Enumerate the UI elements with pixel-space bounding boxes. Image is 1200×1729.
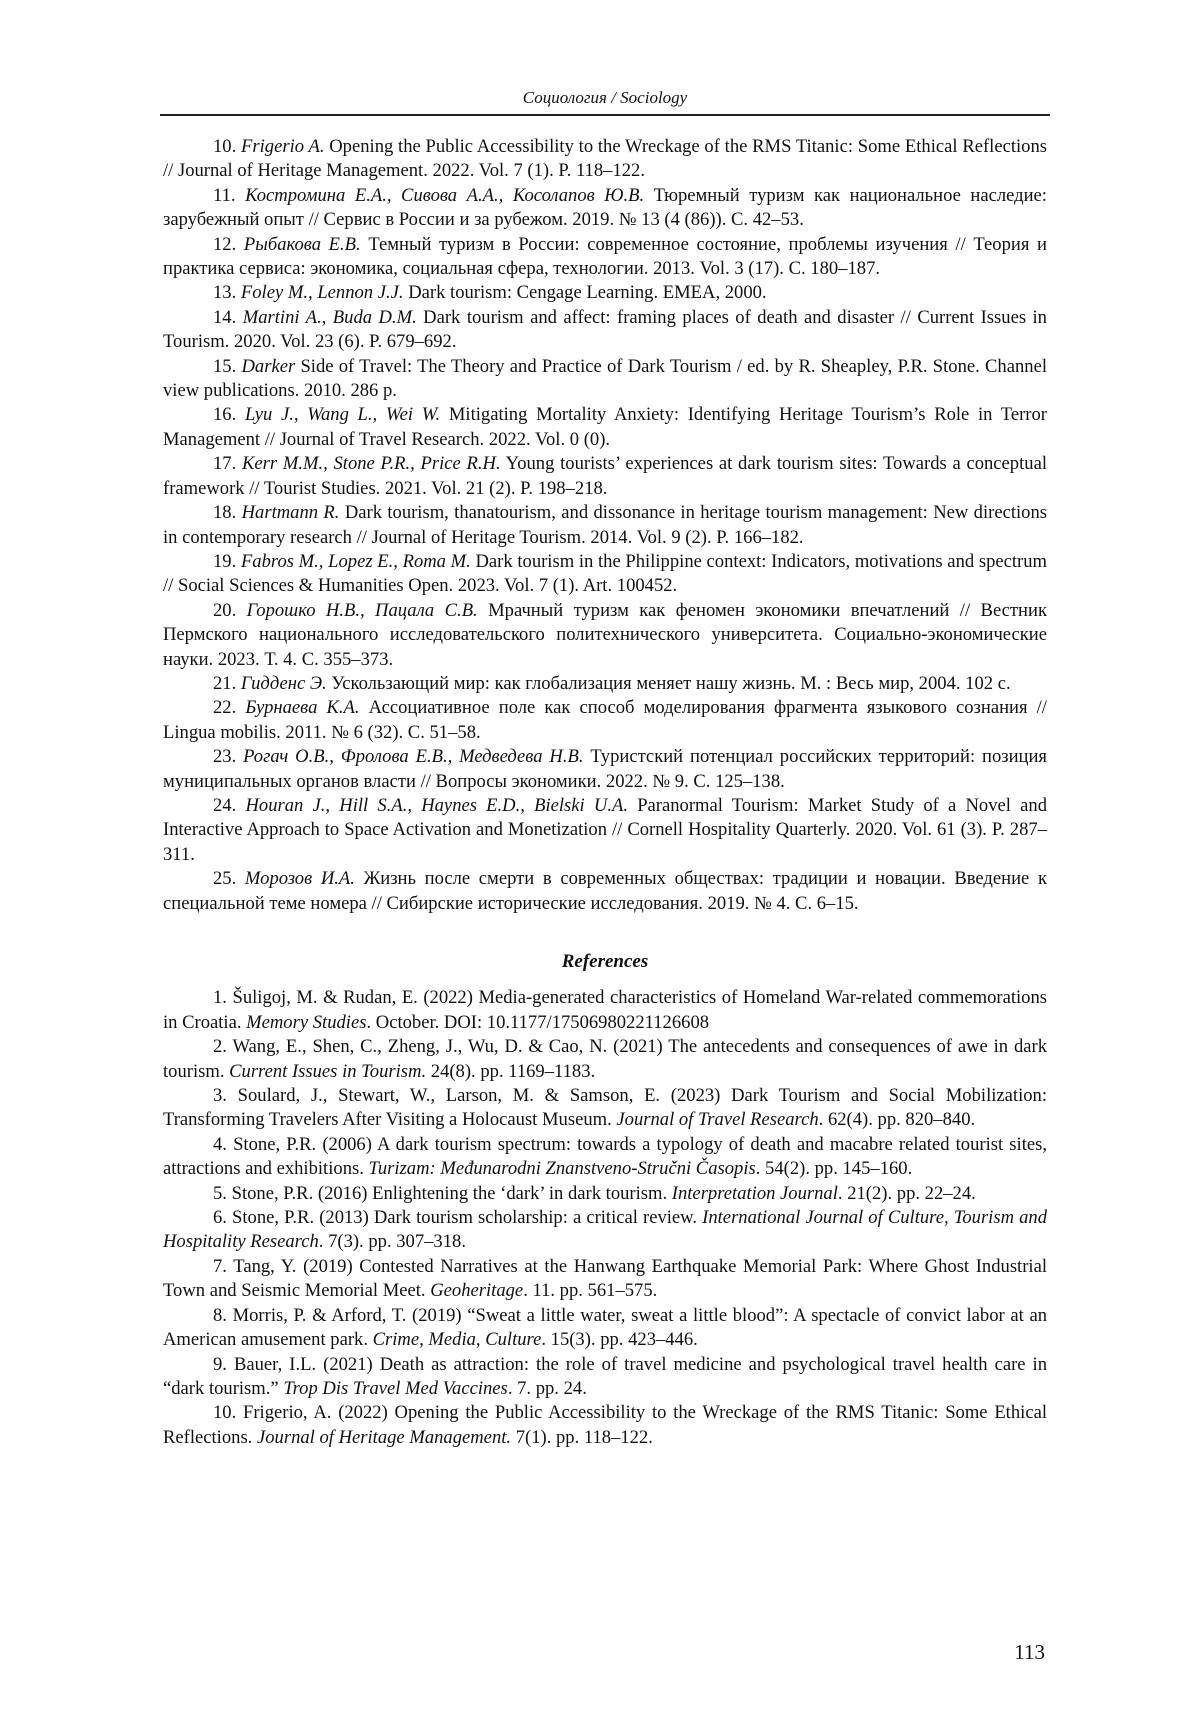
ref-authors: Lyu J., Wang L., Wei W. (244, 404, 441, 426)
ref-source: Trop Dis Travel Med Vaccines (283, 1377, 508, 1399)
ref-source: Journal of Heritage Management. (256, 1426, 512, 1448)
ref-details: . 21(2). pp. 22–24. (837, 1182, 976, 1204)
ref-text: Dark tourism in the Philippine context: Indicators, motivations and spectrum // Social Sciences & Humanities Open. 2023. Vol. 7 (1). Art. 100452. (163, 550, 1048, 597)
list-item (163, 501, 1047, 550)
list-item (163, 355, 1047, 404)
ref-text: Morris, P. & Arford, T. (2019) “Sweat a little water, sweat a little blood”: A spectacle of convict labor at an American amusement park. (163, 1304, 1047, 1351)
ref-authors: Fabros M., Lopez E., Roma M. (240, 550, 471, 572)
ref-details: . 11. pp. 561–575. (523, 1280, 658, 1302)
ref-number: 25. (213, 868, 237, 890)
ref-text: Wang, E., Shen, C., Zheng, J., Wu, D. & Cao, N. (2021) The antecedents and consequences of awe in dark tourism. (163, 1036, 1047, 1082)
ref-text: Side of Travel: The Theory and Practice of Dark Tourism / ed. by R. Sheapley, P.R. Stone. Channel view publications. 2010. 286 p. (163, 355, 1047, 402)
references-heading: References (561, 951, 649, 972)
ref-number: 8. (213, 1304, 227, 1326)
list-item (163, 281, 1047, 305)
ref-source: International Journal of Culture, Tourism and Hospitality Research (163, 1207, 1047, 1253)
ref-number: 6. (213, 1207, 227, 1229)
ref-text: Dark tourism, thanatourism, and dissonance in heritage tourism management: New directions in contemporary research // Journal of Heritage Tourism. 2014. Vol. 9 (2). P. 166–182. (163, 502, 1048, 548)
ref-number: 22. (213, 697, 237, 719)
list-item (163, 599, 1047, 672)
list-item (163, 696, 1047, 745)
ref-details: 7(1). pp. 118–122. (511, 1426, 653, 1448)
ref-text: Ускользающий мир: как глобализация меняет нашу жизнь. М. : Весь мир, 2004. 102 с. (326, 672, 1011, 694)
list-item (163, 452, 1047, 501)
list-item (163, 672, 1047, 696)
ref-text: Tang, Y. (2019) Contested Narratives at the Hanwang Earthquake Memorial Park: Where Ghost Industrial Town and Seismic Memorial Meet. (163, 1255, 1047, 1302)
list-item (163, 986, 1047, 1035)
ref-source: Geoheritage (430, 1280, 524, 1302)
list-item (163, 1182, 1047, 1206)
ref-number: 24. (213, 794, 237, 816)
ref-source: Interpretation Journal (671, 1182, 838, 1204)
ref-number: 19. (213, 550, 237, 572)
ref-authors: Hartmann R. (241, 502, 340, 524)
ref-number: 23. (213, 746, 237, 768)
list-item (163, 1304, 1047, 1353)
ref-authors: Martini A., Buda D.M. (242, 306, 417, 328)
ref-number: 7. (213, 1255, 227, 1277)
ref-text: Мрачный туризм как феномен экономики впечатлений // Вестник Пермского национального исследовательского политехнического университета. Социально-экономические науки. 2023. Т. 4. С. 355–373. (163, 599, 1047, 670)
list-item (163, 1206, 1047, 1255)
ref-text: Тюремный туризм как национальное наследие: зарубежный опыт // Сервис в России и за рубежом. 2019. № 13 (4 (86)). С. 42–53. (163, 184, 1047, 231)
ref-authors: Kerr M.M., Stone P.R., Price R.H. (241, 453, 501, 475)
ref-number: 13. (213, 282, 237, 304)
ref-number: 21. (213, 672, 237, 694)
ref-text: Opening the Public Accessibility to the Wreckage of the RMS Titanic: Some Ethical Reflections // Journal of Heritage Management. 2022. Vol. 7 (1). P. 118–122. (163, 136, 1048, 182)
page-number: 113 (1014, 1640, 1045, 1664)
ref-text: Темный туризм в России: современное состояние, проблемы изучения // Теория и практика сервиса: экономика, социальная сфера, технологии. 2013. Vol. 3 (17). С. 180–187. (163, 233, 1047, 280)
ref-number: 15. (213, 355, 237, 377)
ref-number: 4. (213, 1133, 227, 1155)
ref-text: Stone, P.R. (2013) Dark tourism scholarship: a critical review. (226, 1207, 703, 1229)
ref-text: Dark tourism: Cengage Learning. EMEA, 2000. (403, 282, 767, 304)
list-item (163, 1035, 1047, 1084)
ref-authors: Рыбакова Е.В. (243, 233, 361, 255)
ref-details: . 7. pp. 24. (507, 1377, 587, 1399)
ref-text: Ассоциативное поле как способ моделирования фрагмента языкового сознания // Lingua mobilis. 2011. № 6 (32). С. 51–58. (163, 697, 1047, 743)
ref-details: . 15(3). pp. 423–446. (541, 1329, 698, 1351)
list-item (163, 135, 1047, 184)
list-item (163, 1255, 1047, 1304)
list-item (163, 1401, 1047, 1450)
list-item (163, 1133, 1047, 1182)
ref-details: 24(8). pp. 1169–1183. (426, 1060, 596, 1082)
ref-text: Жизнь после смерти в современных обществах: традиции и новации. Введение к специальной теме номера // Сибирские исторические исследования. 2019. № 4. С. 6–15. (163, 868, 1047, 914)
ref-number: 3. (213, 1085, 227, 1107)
ref-number: 10. (213, 136, 237, 157)
ref-text: Stone, P.R. (2016) Enlightening the ‘dark’ in dark tourism. (226, 1182, 672, 1204)
ref-source: Memory Studies (246, 1011, 367, 1033)
ref-number: 9. (213, 1353, 227, 1375)
ref-details: . 62(4). pp. 820–840. (818, 1109, 976, 1131)
ref-details: . 7(3). pp. 307–318. (318, 1231, 466, 1253)
list-item (163, 794, 1047, 867)
ref-text: Frigerio, A. (2022) Opening the Public Accessibility to the Wreckage of the RMS Titanic: Some Ethical Reflections. (163, 1402, 1047, 1448)
ref-text: Mitigating Mortality Anxiety: Identifying Heritage Tourism’s Role in Terror Management // Journal of Travel Research. 2022. Vol. 0 (0). (163, 404, 1047, 450)
ref-number: 18. (213, 502, 237, 524)
running-title: Социология / Sociology (160, 88, 1050, 116)
list-item (163, 1084, 1047, 1133)
ref-text: Šuligoj, M. & Rudan, E. (2022) Media-generated characteristics of Homeland War-related commemorations in Croatia. (163, 987, 1047, 1033)
ref-text: Bauer, I.L. (2021) Death as attraction: the role of travel medicine and psychological travel health care in “dark tourism.” (163, 1353, 1047, 1399)
ref-text: Dark tourism and affect: framing places of death and disaster // Current Issues in Tourism. 2020. Vol. 23 (6). P. 679–692. (163, 306, 1047, 353)
ref-number: 11. (213, 184, 236, 206)
ref-authors: Горошко Н.В., Пацала С.В. (246, 599, 478, 621)
ref-authors: Frigerio A. (241, 136, 325, 157)
list-item (163, 1353, 1047, 1402)
ref-number: 2. (213, 1036, 227, 1058)
ref-number: 14. (213, 306, 237, 328)
ref-details: . October. DOI: 10.1177/17506980221126608 (366, 1011, 710, 1033)
ref-number: 17. (213, 453, 237, 475)
ref-source: Turizam: Međunarodni Znanstveno-Stručni Časopis (368, 1158, 756, 1180)
ref-authors: Foley M., Lennon J.J. (240, 282, 404, 304)
ref-authors: Darker (241, 355, 296, 377)
list-item (163, 867, 1047, 916)
ref-source: Current Issues in Tourism. (229, 1060, 427, 1082)
ref-source: Crime, Media, Culture (372, 1329, 542, 1351)
ref-text: Paranormal Tourism: Market Study of a Novel and Interactive Approach to Space Activation and Monetization // Cornell Hospitality Quarterly. 2020. Vol. 61 (3). P. 287–311. (163, 794, 1047, 865)
ref-number: 16. (213, 404, 237, 426)
ref-source: Journal of Travel Research (616, 1109, 819, 1131)
ref-authors: Морозов И.А. (244, 868, 355, 890)
ref-authors: Рогач О.В., Фролова Е.В., Медведева Н.В. (243, 746, 584, 768)
ref-number: 12. (213, 233, 237, 255)
ref-authors: Houran J., Hill S.A., Haynes E.D., Bielski U.A. (245, 794, 628, 816)
ref-text: Soulard, J., Stewart, W., Larson, M. & Samson, E. (2023) Dark Tourism and Social Mobilization: Transforming Travelers After Visiting a Holocaust Museum. (163, 1085, 1047, 1131)
ref-number: 10. (213, 1402, 237, 1424)
list-item (163, 550, 1047, 599)
ref-authors: Бурнаева К.А. (245, 697, 360, 719)
list-item (163, 184, 1047, 233)
list-item (163, 306, 1047, 355)
ref-text: Stone, P.R. (2006) A dark tourism spectrum: towards a typology of death and macabre related tourist sites, attractions and exhibitions. (163, 1133, 1047, 1180)
reference-list (163, 135, 1047, 1450)
ref-text: Young tourists’ experiences at dark tourism sites: Towards a conceptual framework // Tourist Studies. 2021. Vol. 21 (2). P. 198–218. (163, 453, 1047, 499)
list-item (163, 233, 1047, 282)
ref-number: 1. (213, 987, 227, 1009)
ref-details: . 54(2). pp. 145–160. (755, 1158, 913, 1180)
ref-authors: Костромина Е.А., Сивова А.А., Косолапов Ю.В. (245, 184, 645, 206)
ref-number: 5. (213, 1182, 227, 1204)
list-item (163, 403, 1047, 452)
ref-text: Туристский потенциал российских территорий: позиция муниципальных органов власти // Вопросы экономики. 2022. № 9. С. 125–138. (163, 746, 1047, 792)
list-item (163, 745, 1047, 794)
ref-authors: Гидденс Э. (240, 672, 327, 694)
ref-number: 20. (213, 599, 237, 621)
